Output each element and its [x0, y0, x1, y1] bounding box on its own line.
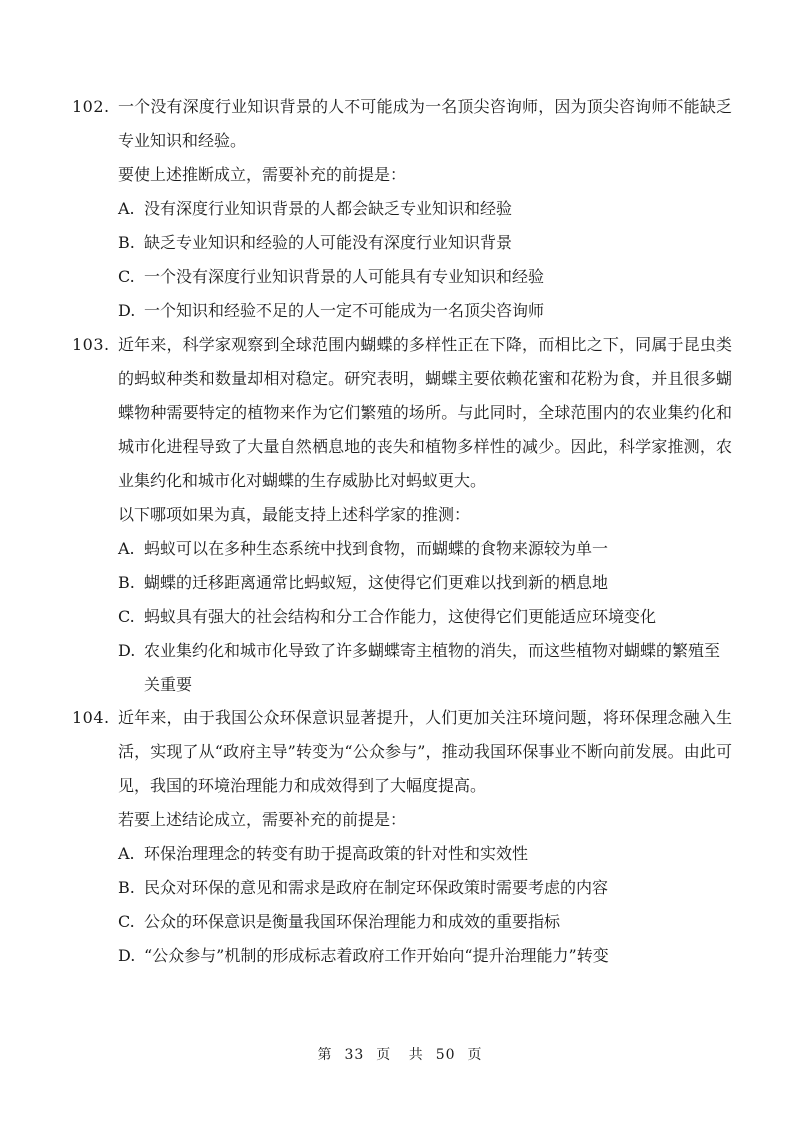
question-stem: [72, 701, 732, 803]
option-b: [72, 871, 732, 905]
option-text: 民众对环保的意见和需求是政府在制定环保政策时需要考虑的内容: [144, 878, 609, 897]
option-b: [72, 566, 732, 600]
page-label: 第: [317, 1047, 333, 1063]
option-letter: C.: [118, 267, 135, 286]
option-letter: A.: [118, 844, 135, 863]
option-text: 没有深度行业知识背景的人都会缺乏专业知识和经验: [144, 199, 513, 218]
option-text: 蚂蚁具有强大的社会结构和分工合作能力，这使得它们更能适应环境变化: [144, 607, 657, 626]
option-a: [72, 192, 732, 226]
option-c: [72, 260, 732, 294]
option-b: [72, 226, 732, 260]
option-letter: B.: [118, 878, 135, 897]
option-text: 蚂蚁可以在多种生态系统中找到食物，而蝴蝶的食物来源较为单一: [144, 539, 609, 558]
question-stem: [72, 328, 732, 498]
option-text: 一个没有深度行业知识背景的人可能具有专业知识和经验: [144, 267, 545, 286]
option-text: 缺乏专业知识和经验的人可能没有深度行业知识背景: [144, 233, 513, 252]
question-number: 102.: [72, 97, 110, 116]
total-pages: 50: [435, 1047, 456, 1063]
option-d: [72, 939, 732, 973]
question-number: 103.: [72, 335, 110, 354]
option-letter: A.: [118, 199, 135, 218]
option-letter: D.: [118, 641, 136, 660]
option-letter: D.: [118, 301, 136, 320]
stem-text: 近年来，科学家观察到全球范围内蝴蝶的多样性正在下降，而相比之下，同属于昆虫类的蚂蚁种类和数量却相对稳定。研究表明，蝴蝶主要依赖花蜜和花粉为食，并且很多蝴蝶物种需要特定的植物来作为它们繁殖的场所。与此同时，全球范围内的农业集约化和城市化进程导致了大量自然栖息地的丧失和植物多样性的减少。因此，科学家推测，农业集约化和城市化对蝴蝶的生存威胁比对蚂蚁更大。: [118, 335, 732, 490]
option-letter: B.: [118, 573, 135, 592]
option-letter: A.: [118, 539, 135, 558]
question-prompt: 以下哪项如果为真，最能支持上述科学家的推测：: [118, 505, 471, 524]
total-suffix: 页: [467, 1047, 483, 1063]
option-d: [72, 634, 732, 702]
option-text: 蝴蝶的迁移距离通常比蚂蚁短，这使得它们更难以找到新的栖息地: [144, 573, 609, 592]
question-stem: [72, 90, 732, 158]
question-103: [72, 328, 732, 702]
question-prompt: 要使上述推断成立，需要补充的前提是：: [118, 165, 407, 184]
option-text: 公众的环保意识是衡量我国环保治理能力和成效的重要指标: [144, 912, 561, 931]
option-letter: C.: [118, 912, 135, 931]
option-text: “公众参与”机制的形成标志着政府工作开始向“提升治理能力”转变: [144, 946, 609, 965]
total-label: 共: [408, 1047, 424, 1063]
option-letter: B.: [118, 233, 135, 252]
option-text: 一个知识和经验不足的人一定不可能成为一名顶尖咨询师: [144, 301, 545, 320]
option-text: 环保治理理念的转变有助于提高政策的针对性和实效性: [144, 844, 529, 863]
option-letter: D.: [118, 946, 136, 965]
option-letter: C.: [118, 607, 135, 626]
page-number: 33: [344, 1047, 365, 1063]
question-102: [72, 90, 732, 328]
option-text: 农业集约化和城市化导致了许多蝴蝶寄主植物的消失，而这些植物对蝴蝶的繁殖至关重要: [144, 641, 721, 694]
stem-text: 一个没有深度行业知识背景的人不可能成为一名顶尖咨询师，因为顶尖咨询师不能缺乏专业知识和经验。: [118, 97, 732, 150]
option-c: [72, 905, 732, 939]
stem-text: 近年来，由于我国公众环保意识显著提升，人们更加关注环境问题，将环保理念融入生活，实现了从“政府主导”转变为“公众参与”，推动我国环保事业不断向前发展。由此可见，我国的环境治理能力和成效得到了大幅度提高。: [118, 708, 732, 795]
option-c: [72, 600, 732, 634]
question-prompt: 若要上述结论成立，需要补充的前提是：: [118, 810, 407, 829]
page-suffix: 页: [376, 1047, 392, 1063]
question-104: [72, 701, 732, 973]
page-footer: [0, 1044, 800, 1064]
option-d: [72, 294, 732, 328]
option-a: [72, 532, 732, 566]
option-a: [72, 837, 732, 871]
question-number: 104.: [72, 708, 110, 727]
